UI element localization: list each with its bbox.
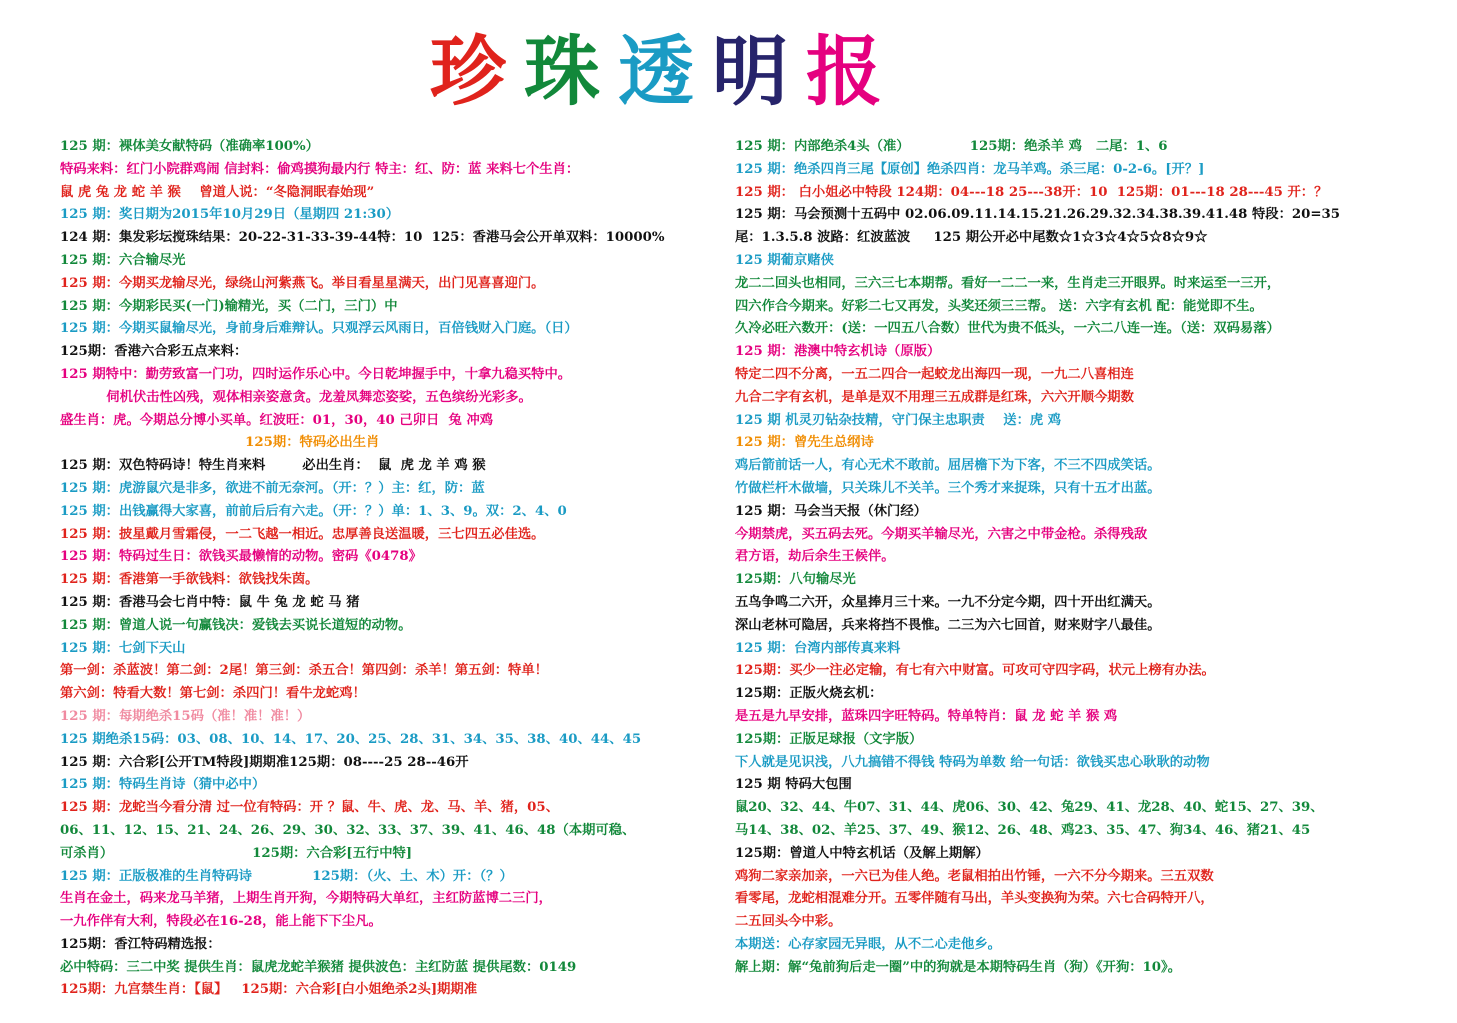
text-line: 125 期葡京赌侠 — [735, 252, 834, 268]
text-line: 125 期：奖日期为2015年10月29日（星期四 21:30） — [60, 207, 400, 223]
text-line: 125 期：龙蛇当今看分清 过一位有特码：开 ？鼠、牛、虎、龙、马、羊、猪，05、 — [60, 800, 559, 816]
text-line: 125 期： 白小姐必中特段 124期：04---18 25---38开：10 125期：01---18 28---45 开：？ — [735, 184, 1328, 200]
text-line: 125期：买少一注必定输，有七有六中财富。可攻可守四字码，状元上榜有办法。 — [735, 663, 1215, 679]
text-line: 盛生肖：虎。今期总分博小买单。红波旺：01，30，40 己卯日 兔 冲鸡 — [60, 412, 494, 428]
text-line: 125 期：六合输尽光 — [60, 252, 186, 268]
text-line: 125 期：虎游鼠穴是非多，欲进不前无奈河。（开：？）主：红，防：蓝 — [60, 480, 485, 496]
text-line: 必中特码：三二中奖 提供生肖：鼠虎龙蛇羊猴猪 提供波色：主红防蓝 提供尾数：0149 — [60, 959, 577, 975]
left-column — [60, 136, 720, 1002]
text-line: 125 期：裸体美女献特码（准确率100%） — [60, 139, 319, 154]
page-title — [0, 22, 1330, 122]
text-line: 解上期：解“兔前狗后走一圈”中的狗就是本期特码生肖（狗）《开狗：10》。 — [735, 959, 1181, 975]
text-line: 125 期：正版极准的生肖特码诗 125期：（火、土、木）开：（？） — [60, 868, 513, 884]
text-line: 可杀肖） 125期：六合彩[五行中特] — [60, 845, 413, 861]
text-line: 06、11、12、15、21、24、26、29、30、32、33、37、39、41、46、48（本期可稳、 — [60, 822, 636, 838]
text-line: 特定二四不分离，一五二四合一起蛟龙出海四一现，一九二八喜相连 — [735, 366, 1134, 382]
text-line: 深山老林可隐居，兵来将挡不畏惟。二三为六七回首，财来财字八最佳。 — [735, 617, 1161, 633]
text-line: 是五是九早安排，蓝珠四字旺特码。特单特肖：鼠 龙 蛇 羊 猴 鸡 — [735, 708, 1118, 724]
text-line: 125 期：披星戴月雪霜侵，一二飞越一相近。忠厚善良送温暖，三七四五必佳选。 — [60, 526, 545, 542]
text-line: 125期：香港六合彩五点来料： — [60, 344, 248, 360]
text-line: 四六作合今期来。好彩二七又再发，头奖还须三三帮。 送：六字有玄机 配：能觉即不生。 — [735, 298, 1263, 314]
title-char: 明 — [712, 27, 806, 116]
text-line: 鼠20、32、44、牛07、31、44、虎06、30、42、兔29、41、龙28、40、蛇15、27、39、 — [735, 800, 1324, 816]
text-line: 125 期：六合彩[公开TM特段]期期准125期：08----25 28--46开 — [60, 754, 469, 770]
text-line: 竹做栏杆木做墙，只关珠儿不关羊。三个秀才来捉珠，只有十五才出蓝。 — [735, 480, 1161, 496]
text-line: 第六剑：特看大数！第七剑：杀四门！看牛龙蛇鸡！ — [60, 686, 366, 702]
text-line: 125 期：曾先生总纲诗 — [735, 435, 874, 451]
text-line: 今期禁虎，买五码去死。今期买羊输尽光，六害之中带金枪。杀得残敌 — [735, 526, 1148, 542]
text-line: 125 期：特码过生日：欲钱买最懒惰的动物。密码《0478》 — [60, 549, 422, 565]
text-line: 鼠 虎 兔 龙 蛇 羊 猴 曾道人说：“冬隐洞眠春始现” — [60, 184, 375, 200]
title-char: 透 — [618, 27, 712, 116]
text-line: 下人就是见识浅，八九搞错不得钱 特码为单数 给一句话：欲钱买忠心耿耿的动物 — [735, 754, 1210, 770]
text-line: 125期：正版足球报（文字版） — [735, 731, 923, 747]
text-line: 鸡后箭前话一人，有心无术不敢前。屈居檐下为下客，不三不四成笑话。 — [735, 458, 1161, 474]
text-line: 马14、38、02、羊25、37、49、猴12、26、48、鸡23、35、47、狗34、46、猪21、45 — [735, 822, 1311, 838]
text-line: 125 期：今期彩民买(一门)输精光，买（二门，三门）中 — [60, 298, 398, 314]
text-line: 生肖在金土，码来龙马羊猪，上期生肖开狗，今期特码大单红，主红防蓝博二三门， — [60, 891, 552, 907]
right-column — [735, 136, 1435, 979]
text-line: 九合二字有玄机，是单是双不用理三五成群是红珠，六六开顺今期数 — [735, 389, 1134, 405]
text-line: 五鸟争鸣二六开，众星捧月三十来。一九不分定今期，四十开出红满天。 — [735, 594, 1161, 610]
text-line: 125 期特中：勤劳致富一门功，四时运作乐心中。今日乾坤握手中，十拿九稳买特中。 — [60, 366, 572, 382]
text-line: 本期送：心存家园无异眼，从不二心走他乡。 — [735, 936, 1001, 952]
text-line: 125 期：七剑下天山 — [60, 640, 186, 656]
text-line: 龙二二回头也相同，三六三七本期帮。看好一二二一来，生肖走三开眼界。时来运至一三开， — [735, 275, 1281, 291]
text-line: 特码来料：红门小院群鸡闹 信封料：偷鸡摸狗最内行 特主：红、防：蓝 来料七个生肖： — [60, 161, 580, 177]
text-line: 君方语，劫后余生王候伴。 — [735, 549, 895, 565]
title-char: 珍 — [430, 27, 524, 116]
text-line: 125 期：内部绝杀4头（准） 125期：绝杀羊 鸡 二尾：1、6 — [735, 139, 1168, 154]
text-line: 125 期：曾道人说一句赢钱决：爱钱去买说长道短的动物。 — [60, 617, 412, 633]
text-line: 伺机伏击性凶残，观体相亲姿意贪。龙羞凤舞恋姿娑，五色缤纷光彩多。 — [60, 389, 532, 405]
text-line: 一九作伴有大利，特段必在16-28，能上能下下尘凡。 — [60, 914, 382, 930]
text-line: 125 期：每期绝杀15码（准！准！准！） — [60, 708, 311, 724]
text-line: 125 期：今期买龙输尽光，绿绕山河紫燕飞。举目看星星满天，出门见喜喜迎门。 — [60, 275, 545, 291]
text-line: 125 期绝杀15码：03、08、10、14、17、20、25、28、31、34、35、38、40、44、45 — [60, 731, 642, 747]
text-line: 125 期：绝杀四肖三尾【原创】绝杀四肖：龙马羊鸡。杀三尾：0-2-6。[开？] — [735, 161, 1205, 177]
text-line: 125期：曾道人中特玄机话（及解上期解） — [735, 845, 989, 861]
text-line: 124 期：集发彩坛搅珠结果：20-22-31-33-39-44特：10 125：香港马会公开单双料：10000% — [60, 230, 665, 246]
text-line: 久冷必旺六数开：(送：一四五八合数）世代为贵不低头，一六二八连一连。（送：双码易落） — [735, 321, 1280, 337]
text-line: 125 期：出钱赢得大家喜，前前后后有六走。（开：？）单：1、3、9。双：2、4、0 — [60, 503, 567, 519]
text-line: 125 期：港澳中特玄机诗（原版） — [735, 344, 941, 360]
text-line: 125期：八句输尽光 — [735, 572, 856, 588]
text-line: 看零尾，龙蛇相混难分开。五零伴随有马出，羊头变换狗为荣。六七合码特开八， — [735, 891, 1214, 907]
title-char: 报 — [806, 27, 900, 116]
text-line: 尾：1.3.5.8 波路：红波蓝波 125 期公开必中尾数☆1☆3☆4☆5☆8☆9☆ — [735, 230, 1208, 246]
text-line: 125 期：香港第一手欲钱料：欲钱找朱茵。 — [60, 572, 319, 588]
text-line: 125 期：双色特码诗！特生肖来料 必出生肖： 鼠 虎 龙 羊 鸡 猴 — [60, 458, 486, 474]
text-line: 125 期：特码生肖诗（猜中必中） — [60, 777, 266, 793]
text-line: 125 期：台湾内部传真来料 — [735, 640, 901, 656]
text-line: 125 期：马会预测十五码中 02.06.09.11.14.15.21.26.29.32.34.38.39.41.48 特段：20=35 — [735, 207, 1341, 223]
text-line: 125 期：香港马会七肖中特：鼠 牛 兔 龙 蛇 马 猪 — [60, 594, 360, 610]
text-line: 二五回头今中彩。 — [735, 914, 842, 930]
title-char: 珠 — [524, 27, 618, 116]
text-line: 125 期 特码大包围 — [735, 777, 852, 793]
text-line: 125期：正版火烧玄机： — [735, 686, 883, 702]
text-line: 125 期：马会当天报（休门经） — [735, 503, 927, 519]
text-line: 125 期 机灵刃钻杂技精，守门保主忠职责 送：虎 鸡 — [735, 412, 1062, 428]
text-line: 第一剑：杀蓝波！第二剑：2尾！第三剑：杀五合！第四剑：杀羊！第五剑：特单！ — [60, 663, 548, 679]
text-line: 125 期：今期买鼠输尽光，身前身后难辩认。只观浮云风雨日，百倍钱财入门庭。（日） — [60, 321, 578, 337]
text-line: 鸡狗二家亲加亲，一六已为佳人绝。老鼠相拍出竹锤，一六不分今期来。三五双数 — [735, 868, 1214, 884]
text-line: 125期：香江特码精选报： — [60, 936, 221, 952]
text-line: 125期：特码必出生肖 — [60, 435, 380, 451]
text-line: 125期：九宫禁生肖：【鼠】 125期：六合彩[白小姐绝杀2头]期期准 — [60, 982, 478, 998]
